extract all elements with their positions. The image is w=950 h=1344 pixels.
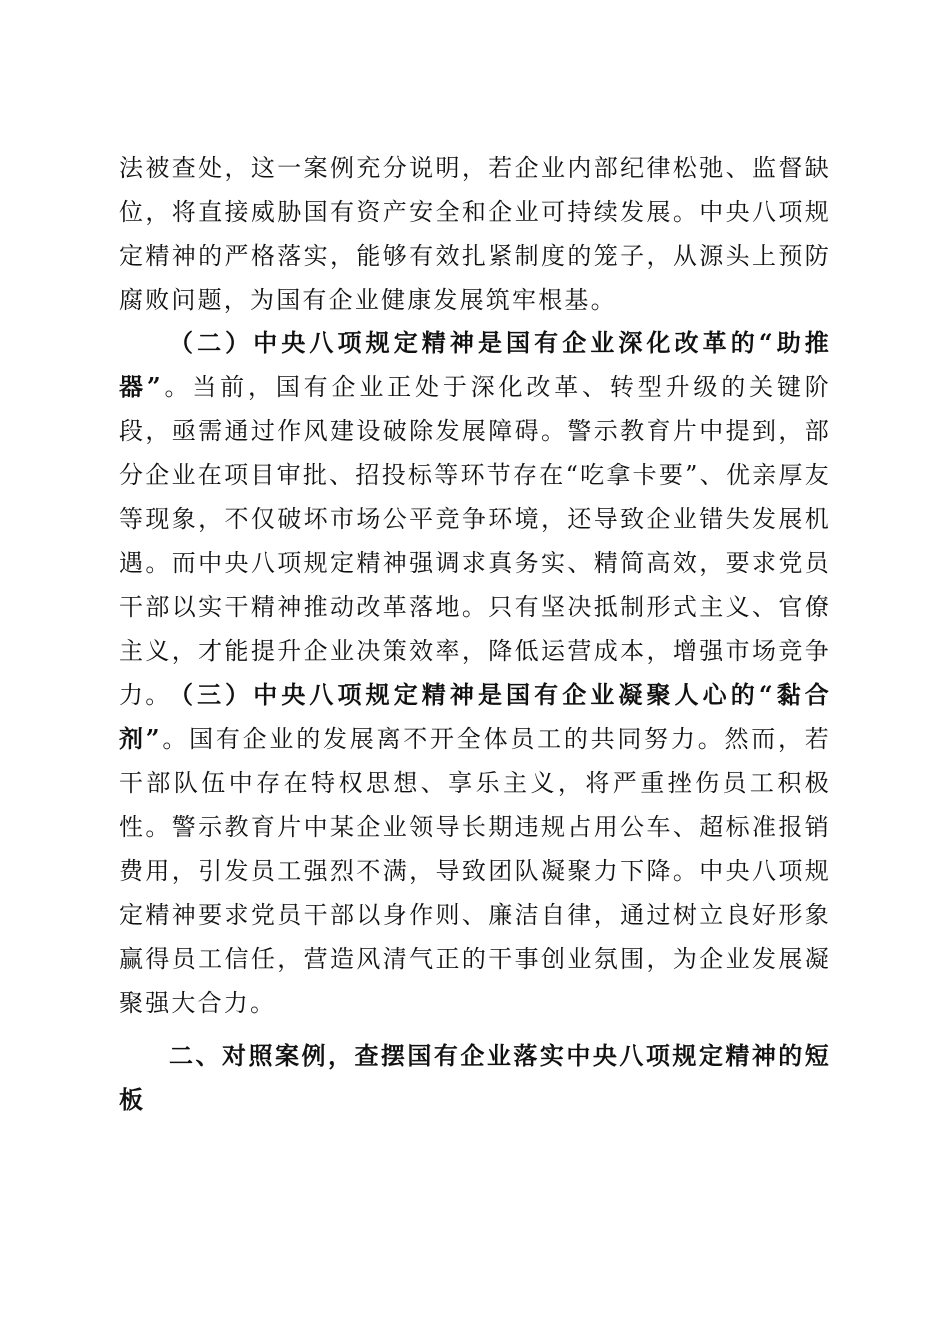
paragraph-2-body	[119, 321, 831, 717]
paragraph-3-lead: （三）中央八项规定精神是国有企业凝聚人心的“黏合剂”	[119, 680, 831, 753]
paragraph-3	[119, 673, 831, 1025]
paragraph-2-lead: （二）中央八项规定精神是国有企业深化改革的“助推器”	[119, 328, 831, 401]
paragraph-3-body	[119, 673, 831, 1025]
paragraph-2	[119, 321, 831, 717]
paragraph-3-text: 。国有企业的发展离不开全体员工的共同努力。然而，若干部队伍中存在特权思想、享乐主义，将严重挫伤员工积极性。警示教育片中某企业领导长期违规占用公车、超标准报销费用，引发员工强烈不满，导致团队凝聚力下降。中央八项规定精神要求党员干部以身作则、廉洁自律，通过树立良好形象赢得员工信任，营造风清气正的干事创业氛围，为企业发展凝聚强大合力。	[119, 725, 831, 1017]
section-heading: 二、对照案例，查摆国有企业落实中央八项规定精神的短板	[119, 1042, 831, 1114]
paragraph-2-text: 。当前，国有企业正处于深化改革、转型升级的关键阶段，亟需通过作风建设破除发展障碍。警示教育片中提到，部分企业在项目审批、招投标等环节存在“吃拿卡要”、优亲厚友等现象，不仅破坏市场公平竞争环境，还导致企业错失发展机遇。而中央八项规定精神强调求真务实、精简高效，要求党员干部以实干精神推动改革落地。只有坚决抵制形式主义、官僚主义，才能提升企业决策效率，降低运营成本，增强市场竞争力。	[119, 373, 831, 709]
paragraph-1-text: 法被查处，这一案例充分说明，若企业内部纪律松弛、监督缺位，将直接威胁国有资产安全和企业可持续发展。中央八项规定精神的严格落实，能够有效扎紧制度的笼子，从源头上预防腐败问题，为国有企业健康发展筑牢根基。	[119, 154, 831, 314]
paragraph-1	[119, 146, 831, 322]
